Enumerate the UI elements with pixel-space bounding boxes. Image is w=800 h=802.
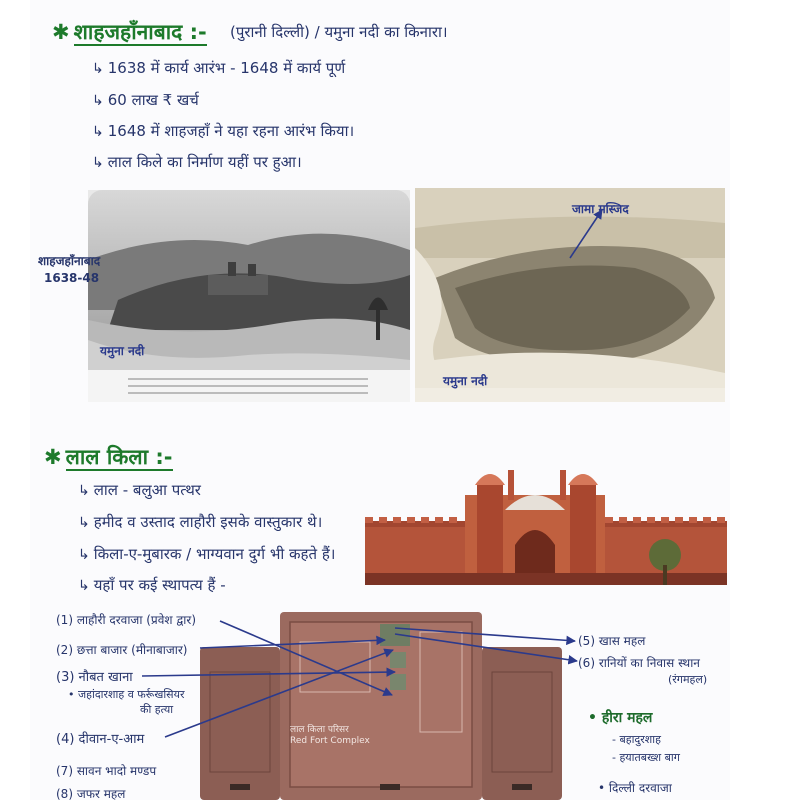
map-label-heera-mahal: • हीरा महल [588,710,653,726]
label-yamuna-right: यमुना नदी [443,374,488,388]
label-years: 1638-48 [44,271,100,285]
map-label-delhi-gate: • दिल्ली दरवाजा [598,781,672,795]
arrow-naubat-khana [142,672,395,676]
star-icon: ✱ [44,445,62,469]
section2-point: ↳ यहाँ पर कई स्थापत्य हैं - [78,576,226,594]
map-label-chatta-bazar: (2) छत्ता बाजार (मीनाबाजार) [56,643,188,657]
star-icon: ✱ [52,20,70,44]
map-label-khas-mahal: (5) खास महल [578,634,646,648]
section1-point: ↳ 1638 में कार्य आरंभ - 1648 में कार्य पूर्ण [92,59,346,77]
map-label-rang-mahal-2: (रंगमहल) [668,673,708,686]
arrow-rang-mahal [395,634,577,661]
arrow-bullet-icon: ↳ [78,483,90,499]
section1-title: शाहजहाँनाबाद :- [73,20,207,44]
section1-point: ↳ लाल किले का निर्माण यहीं पर हुआ। [92,153,302,171]
label-jama-masjid: जामा मस्जिद [572,202,629,216]
arrow-jama-masjid [570,210,602,258]
map-label-sawan-bhado: (7) सावन भादो मण्डप [56,764,157,778]
label-shahjahanabad: शाहजहाँनाबाद [38,254,101,268]
map-label-rang-mahal: (6) रानियों का निवास स्थान [578,656,700,670]
arrow-bullet-icon: ↳ [92,61,104,77]
map-label-assassination: • जहांदारशाह व फर्रूखसियर [68,688,185,701]
section1-point: ↳ 60 लाख ₹ खर्च [92,91,199,109]
arrow-bullet-icon: ↳ [92,93,104,109]
section2-title: लाल किला :- [65,445,173,469]
arrow-bullet-icon: ↳ [78,515,90,531]
arrow-bullet-icon: ↳ [78,578,90,594]
map-label-assassination-2: की हत्या [140,703,174,716]
board-title: लाल किला परिसर [290,725,349,735]
map-label-diwan-e-aam: (4) दीवान-ए-आम [56,732,145,747]
section2-point: ↳ किला-ए-मुबारक / भाग्यवान दुर्ग भी कहते हैं। [78,545,336,563]
map-label-lahori-gate: (1) लाहौरी दरवाजा (प्रवेश द्वार) [56,613,197,627]
map-label-bahadur-shah: - बहादुरशाह [612,733,661,746]
arrow-bullet-icon: ↳ [78,547,90,563]
arrow-diwan-e-aam [165,650,393,737]
arrow-bullet-icon: ↳ [92,155,104,171]
label-yamuna-left: यमुना नदी [100,344,145,358]
arrow-chatta-bazar [200,640,385,648]
map-label-zafar-mahal: (8) जफर महल [56,787,126,801]
section1-subtitle: (पुरानी दिल्ली) / यमुना नदी का किनारा। [230,23,448,41]
map-label-hayat-bakhsh: - हयातबख्श बाग [612,751,680,764]
arrow-bullet-icon: ↳ [92,124,104,140]
section2-point: ↳ लाल - बलुआ पत्थर [78,481,201,499]
section2-point: ↳ हमीद व उस्ताद लाहौरी इसके वास्तुकार थे। [78,513,323,531]
map-label-naubat-khana: (3) नौबत खाना [56,670,133,685]
section1-point: ↳ 1648 में शाहजहाँ ने यहा रहना आरंभ किया। [92,122,355,140]
arrow-khas-mahal [395,628,575,641]
board-subtitle: Red Fort Complex [290,736,370,746]
